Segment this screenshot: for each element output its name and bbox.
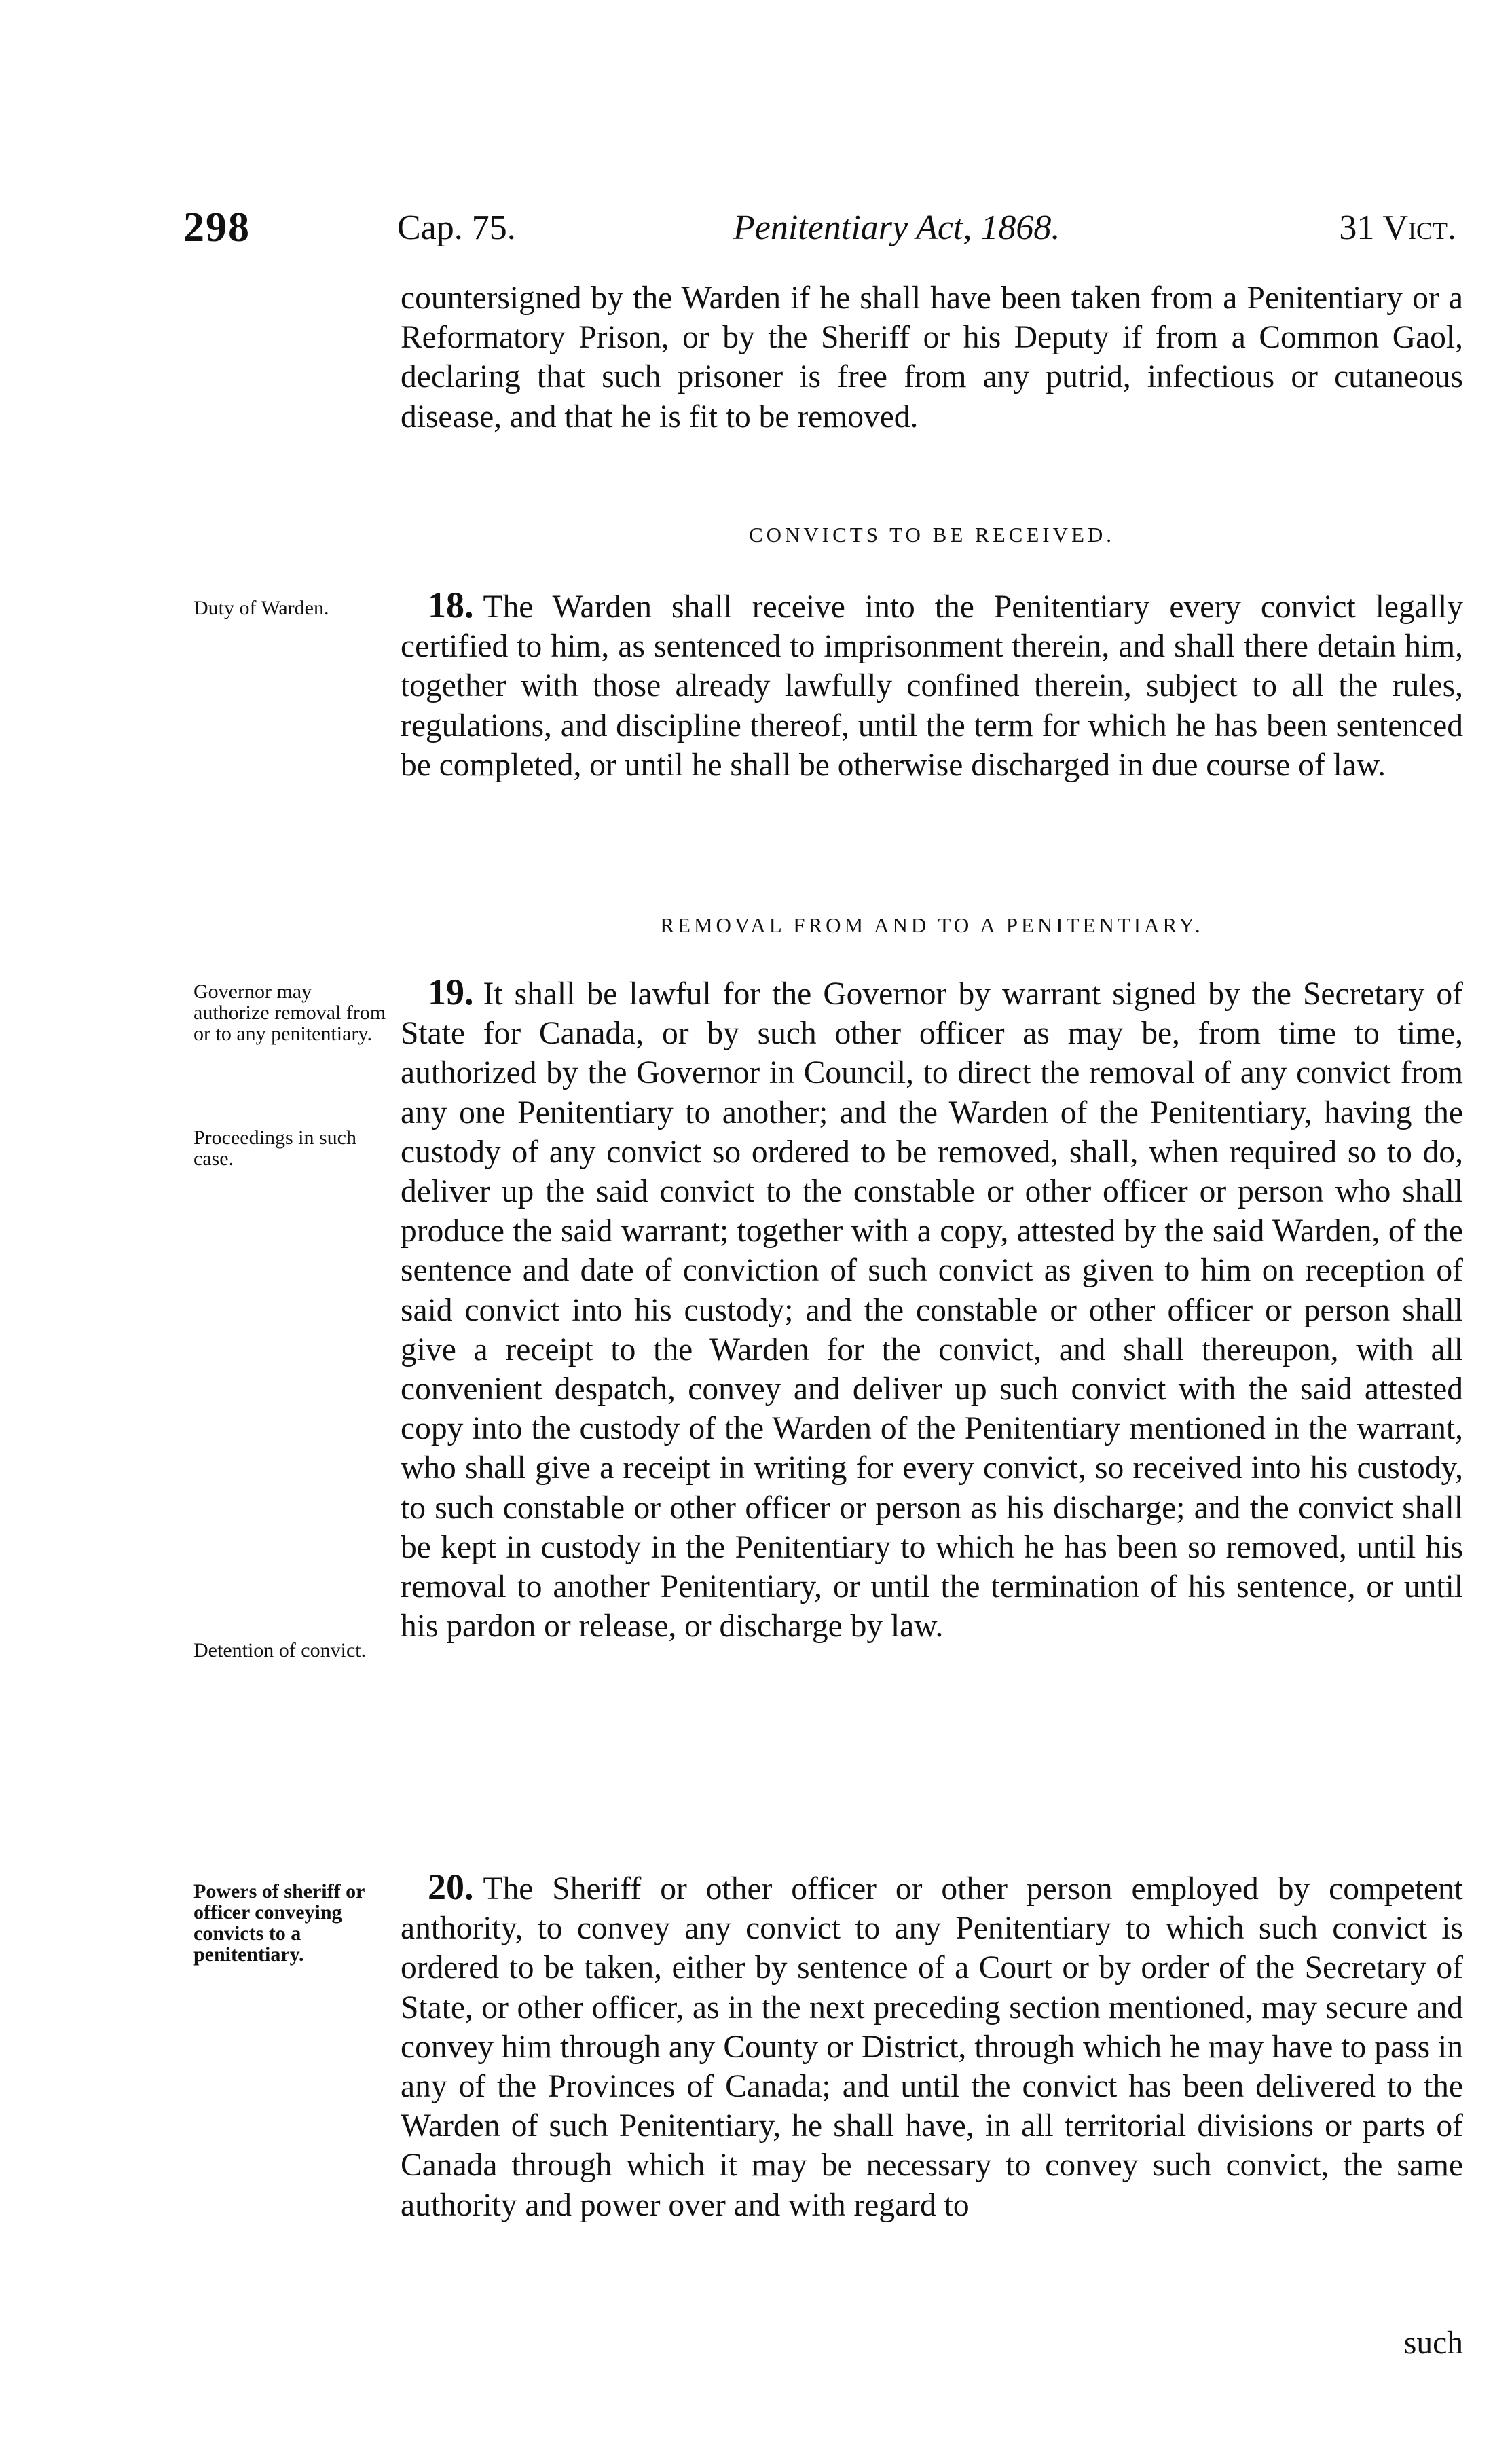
margin-note-duty: Duty of Warden. (193, 597, 329, 619)
section-18 (401, 585, 1463, 785)
heading-convicts-received: CONVICTS TO BE RECEIVED. (748, 523, 1115, 547)
heading-removal: REMOVAL FROM AND TO A PENITENTIARY. (660, 913, 1204, 937)
running-header (183, 204, 1473, 251)
continuation-text: countersigned by the Warden if he shall have been taken from a Penitentiary or a Reformatory Prison, or by the Sheriff or his Deputy if from a Common Gaol, declaring that such prisoner is free from any putrid, infectious or cutaneous disease, and that he is fit to be removed. (401, 280, 1463, 435)
catchword-text: such (1403, 2326, 1463, 2361)
margin-note-governor: Governor may authorize removal from or to any penitentiary. (193, 980, 386, 1045)
regnal-year: 31 Vict. (1339, 208, 1456, 247)
section-18-text: The Warden shall receive into the Penitentiary every convict legally certified to him, as sentenced to imprisonment therein, and shall there detain him, together with those already lawfully confined therein, subject to all the rules, regulations, and discipline thereof, until the term for which he has been sentenced be completed, or until he shall be otherwise discharged in due course of law. (401, 589, 1463, 783)
margin-note-detention: Detention of convict. (193, 1639, 367, 1661)
section-20-number: 20. (428, 1867, 474, 1907)
margin-note-proceedings: Proceedings in such case. (193, 1126, 356, 1170)
chapter-label: Cap. 75. (397, 208, 516, 247)
section-19-text: It shall be lawful for the Governor by warrant signed by the Secretary of State for Canada, or by such other officer as may be, from time to time, authorized by the Governor in Council, to direct the removal of any convict from any one Penitentiary to another; and the Warden of the Penitentiary, having the custody of any convict so ordered to be removed, shall, when required so to do, deliver up the said convict to the constable or other officer or person who shall produce the said warrant; together with a copy, attested by the said Warden, of the sentence and date of conviction of such convict as given to him on reception of said convict into his custody; and the constable or other officer or person shall give a receipt to the Warden for the convict, and shall thereupon, with all convenient despatch, convey and deliver up such convict with the said attested copy into the custody of the Warden of the Penitentiary mentioned in the warrant, who shall give a receipt in writing for every convict, so received into his custody, to such constable or other officer or person as his discharge; and the convict shall be kept in custody in the Penitentiary to which he has been so removed, until his removal to another Penitentiary, or until the termination of his sentence, or until his pardon or release, or discharge by law. (401, 976, 1463, 1645)
section-19 (401, 972, 1463, 1646)
page-number: 298 (183, 204, 251, 251)
section-20 (401, 1867, 1463, 2225)
section-19-number: 19. (428, 972, 474, 1012)
section-18-number: 18. (428, 585, 474, 625)
margin-note-powers: Powers of sheriff or officer conveying convicts to a penitentiary. (193, 1880, 365, 1966)
running-title: Penitentiary Act, 1868. (733, 208, 1061, 247)
catchword (401, 2323, 1463, 2363)
continuation-paragraph (401, 278, 1463, 437)
section-20-text: The Sheriff or other officer or other person employed by competent anthority, to convey any convict to any Penitentiary to which such convict is ordered to be taken, either by sentence of a Court or by order of the Secretary of State, or other officer, as in the next preceding section mentioned, may secure and convey him through any County or District, through which he may have to pass in any of the Provinces of Canada; and until the convict has been delivered to the Warden of such Penitentiary, he shall have, in all territorial divisions or parts of Canada through which it may be necessary to convey such convict, the same authority and power over and with regard to (401, 1871, 1463, 2223)
